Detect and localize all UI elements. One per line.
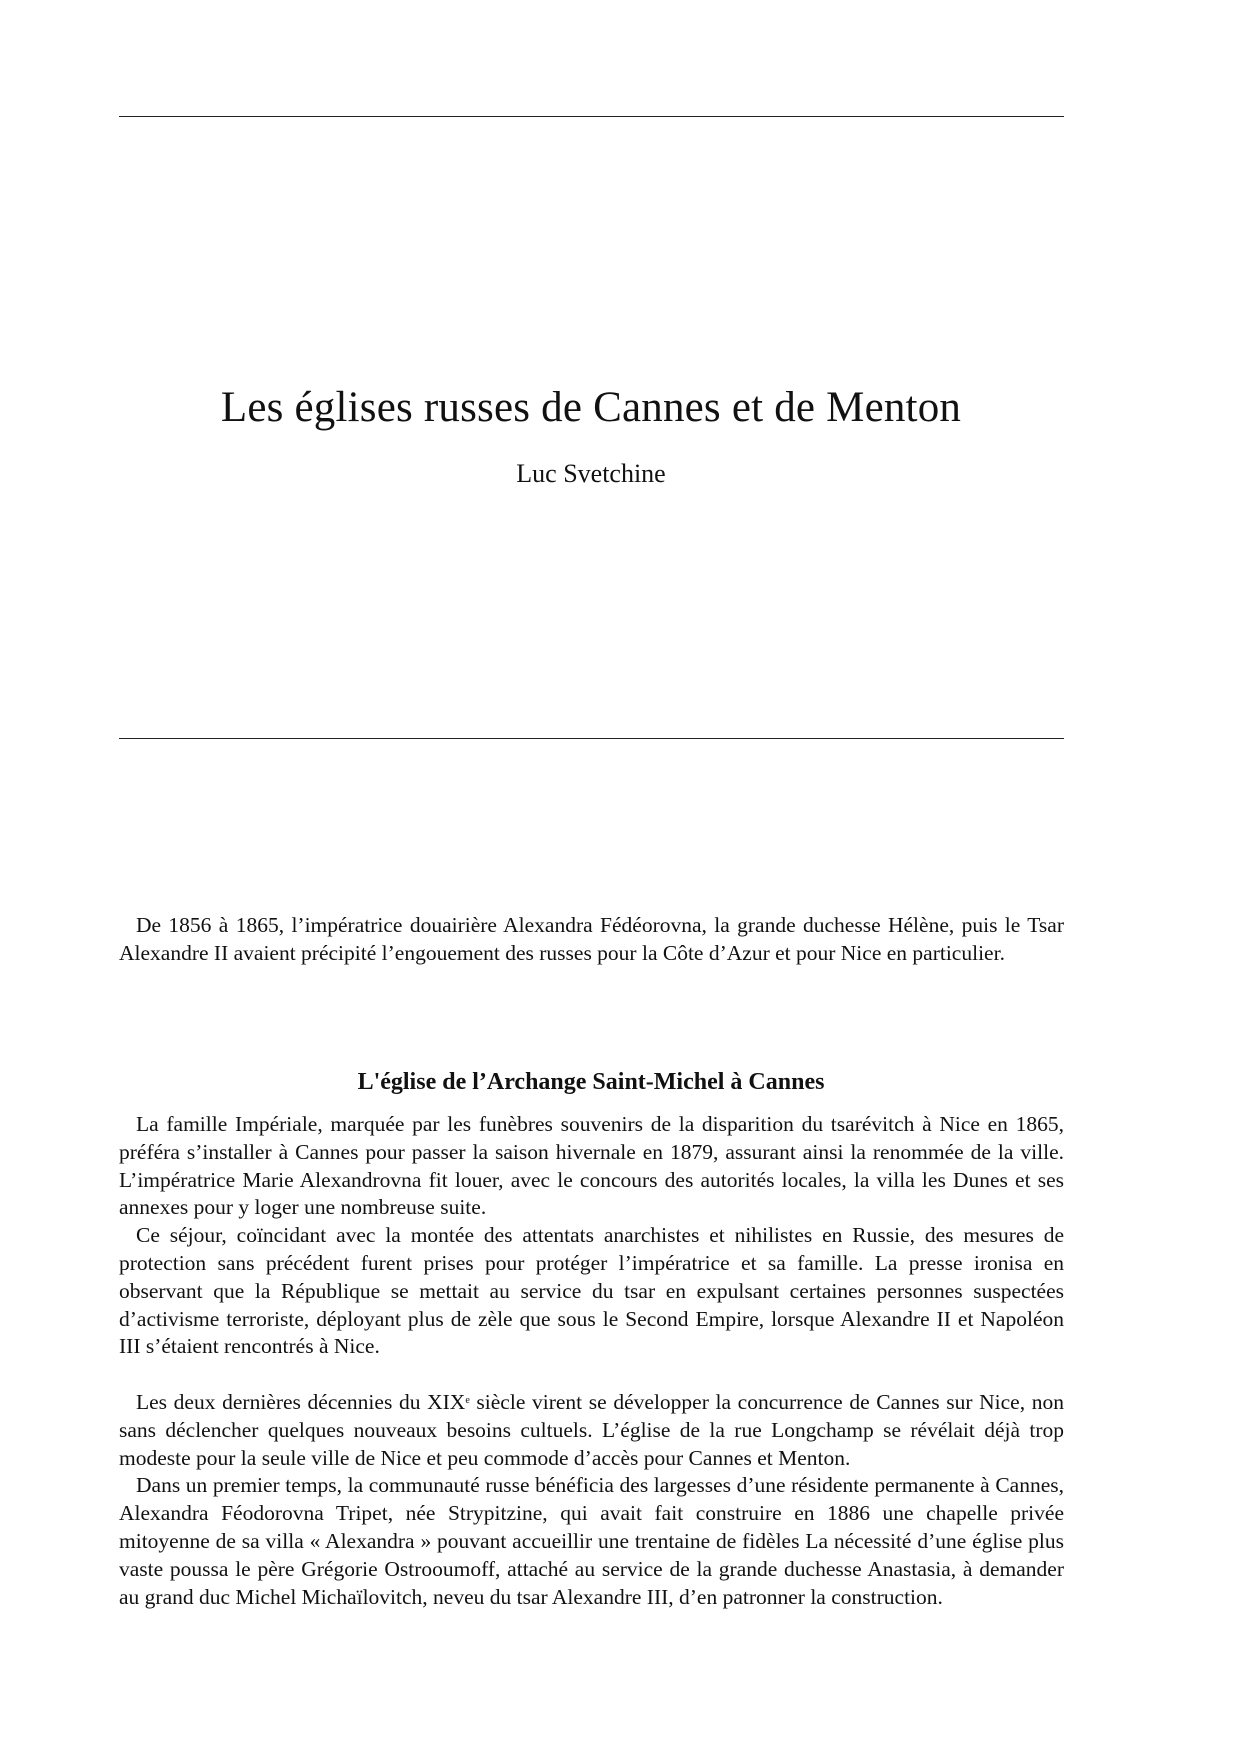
bottom-divider-rule [119,738,1064,739]
century-superscript: e [465,1394,470,1406]
article-title: Les églises russes de Cannes et de Menton [220,383,962,431]
section-body [119,1111,1064,1611]
body-paragraph: Dans un premier temps, la communauté russe bénéficia des largesses d’une résidente permanente à Cannes, Alexandra Féodorovna Tripet, née Strypitzine, qui avait fait construire en 1886 une chapelle privée mitoyenne de sa villa « Alexandra » pouvant accueillir une trentaine de fidèles La nécessité d’une église plus vaste poussa le père Grégorie Ostrooumoff, attaché au service de la grande duchesse Anastasia, à demander au grand duc Michel Michaïlovitch, neveu du tsar Alexandre III, d’en patronner la construction. [119,1473,1064,1609]
body-paragraph: La famille Impériale, marquée par les funèbres souvenirs de la disparition du tsarévitch à Nice en 1865, préféra s’installer à Cannes pour passer la saison hivernale en 1879, assurant ainsi la renommée de la ville. L’impératrice Marie Alexandrovna fit louer, avec le concours des autorités locales, la villa les Dunes et ses annexes pour y loger une nombreuse suite. [119,1112,1064,1220]
article-author: Luc Svetchine [516,459,666,488]
body-paragraph: Ce séjour, coïncidant avec la montée des attentats anarchistes et nihilistes en Russie, des mesures de protection sans précédent furent prises pour protéger l’impératrice et sa famille. La presse ironisa en observant que la République se mettait au service du tsar en expulsant certaines personnes suspectées d’activisme terroriste, déployant plus de zèle que sous le Second Empire, lorsque Alexandre II et Napoléon III s’étaient rencontrés à Nice. [119,1223,1064,1359]
body-paragraph-century [119,1389,1064,1472]
intro-block [119,912,1064,968]
century-text-after: siècle virent se développer la concurrence de Cannes sur Nice, non sans déclencher quelques nouveaux besoins cultuels. L’église de la rue Longchamp se révélait déjà trop modeste pour la seule ville de Nice et peu commode d’accès pour Cannes et Menton. [119,1389,1064,1470]
top-divider-rule [119,116,1064,117]
section-heading: L'église de l’Archange Saint-Michel à Cannes [357,1068,825,1095]
century-text-before: Les deux dernières décennies du XIX [136,1389,466,1414]
intro-paragraph: De 1856 à 1865, l’impératrice douairière Alexandra Fédéorovna, la grande duchesse Hélène, puis le Tsar Alexandre II avaient précipité l’engouement des russes pour la Côte d’Azur et pour Nice en particulier. [119,913,1064,965]
